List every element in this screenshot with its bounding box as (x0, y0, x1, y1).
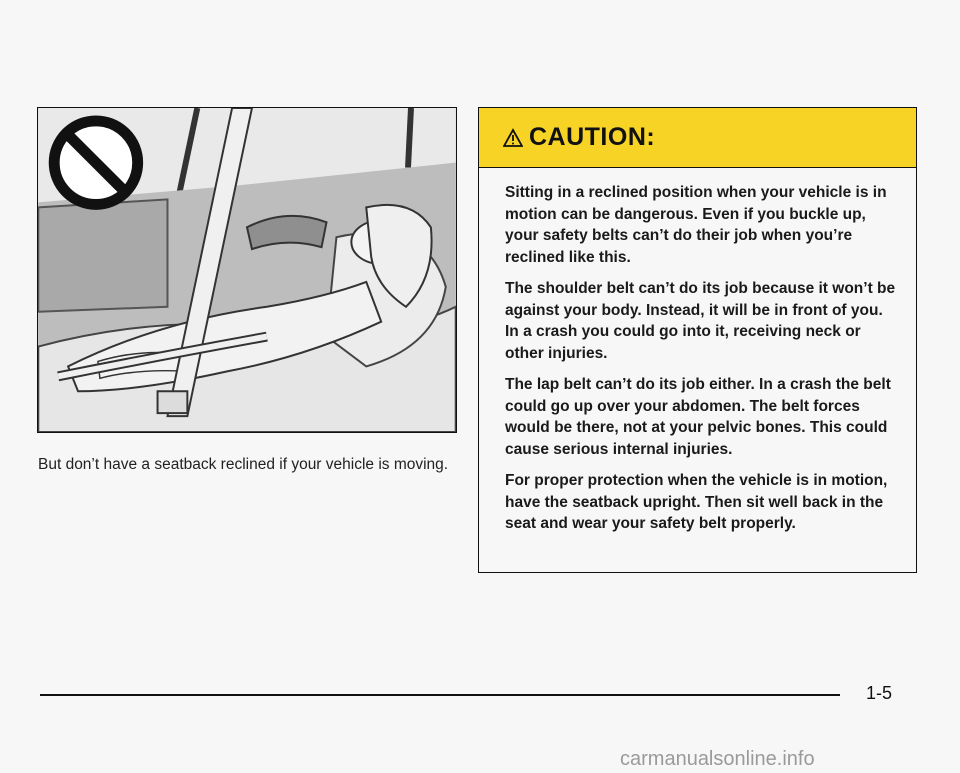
caution-paragraph: For proper protection when the vehicle is in motion, have the seatback upright. Then sit well back in the seat and wear your safety belt properly. (505, 472, 888, 532)
caution-header (479, 108, 916, 168)
caution-box (478, 107, 917, 573)
watermark-text: carmanualsonline.info (620, 748, 815, 770)
page-number: 1-5 (866, 683, 893, 703)
prohibition-icon (54, 121, 137, 204)
caution-body (479, 168, 916, 535)
footer-rule (40, 694, 840, 696)
caution-paragraph: Sitting in a reclined position when your vehicle is in motion can be dangerous. Even if you buckle up, your safety belts can’t do their job when you’re reclined like this. (505, 184, 887, 266)
caution-paragraph: The lap belt can’t do its job either. In a crash the belt could go up over your abdomen. The belt forces would be there, not at your pelvic bones. This could cause serious internal injuries. (505, 376, 891, 458)
reclined-seat-illustration (37, 107, 457, 433)
warning-triangle-icon (503, 128, 523, 148)
caution-title: CAUTION: (529, 123, 656, 151)
body-paragraph: But don’t have a seatback reclined if your vehicle is moving. (38, 456, 449, 473)
caution-paragraph: The shoulder belt can’t do its job because it won’t be against your body. Instead, it will be in front of you. In a crash you could go into it, receiving neck or other injuries. (505, 280, 896, 362)
